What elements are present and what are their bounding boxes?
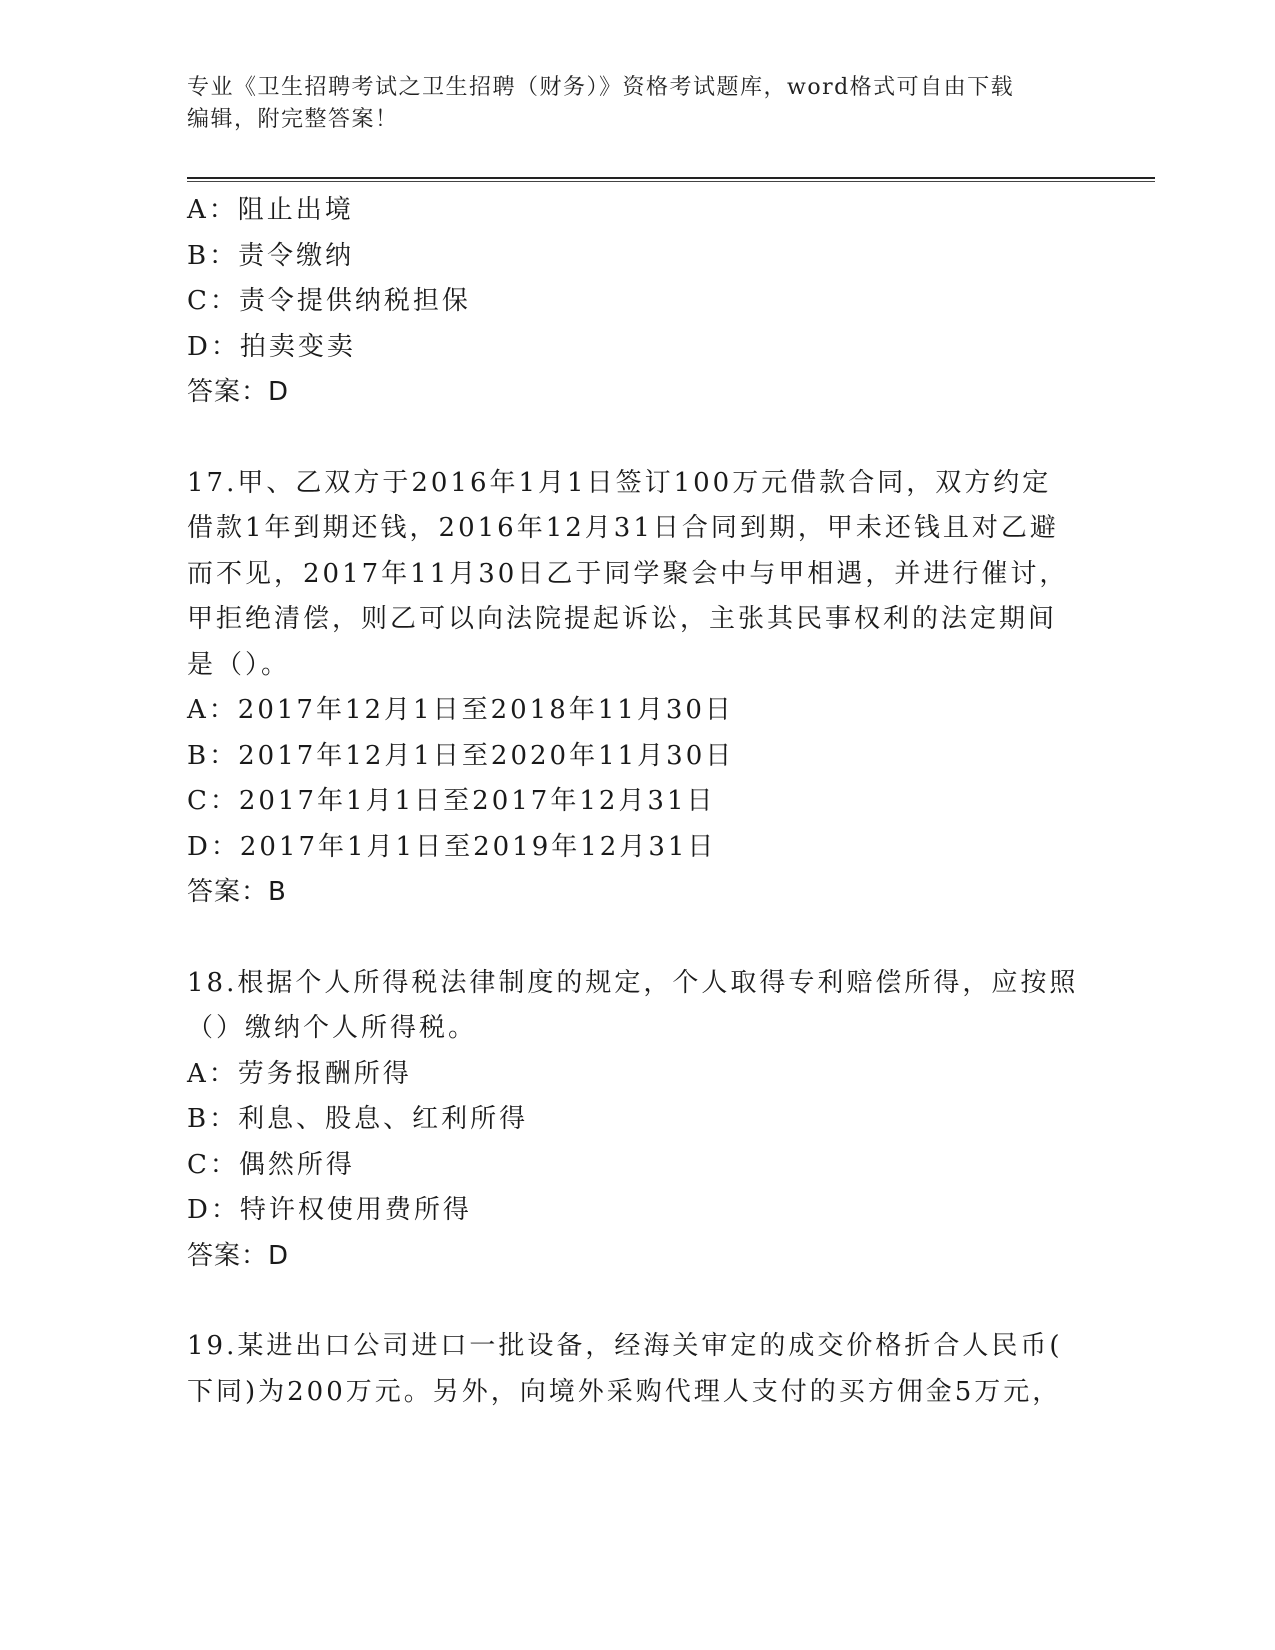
header-line-1: 专业《卫生招聘考试之卫生招聘（财务）》资格考试题库，word格式可自由下载 [187, 75, 1015, 100]
document-body [187, 188, 1087, 1415]
question-text-line: 是（）。 [187, 649, 291, 680]
option-b: B：责令缴纳 [187, 240, 355, 271]
question-text-line: 而不见，2017年11月30日乙于同学聚会中与甲相遇，并进行催讨， [187, 558, 1069, 589]
header-divider-thin [187, 181, 1155, 182]
option-a: A：2017年12月1日至2018年11月30日 [187, 695, 734, 725]
question-text-line: 18.根据个人所得税法律制度的规定，个人取得专利赔偿所得，应按照 [187, 967, 1079, 998]
document-header [187, 72, 1077, 136]
option-c: C：偶然所得 [187, 1149, 355, 1180]
question-16 [187, 188, 1087, 416]
option-b: B：利息、股息、红利所得 [187, 1104, 529, 1134]
question-text-line: 借款1年到期还钱，2016年12月31日合同到期，甲未还钱且对乙避 [187, 513, 1059, 543]
header-divider [187, 177, 1155, 179]
question-17 [187, 461, 1087, 916]
question-18 [187, 961, 1087, 1280]
header-line-2: 编辑，附完整答案！ [187, 107, 399, 132]
option-d: D：特许权使用费所得 [187, 1195, 472, 1225]
option-b: B：2017年12月1日至2020年11月30日 [187, 740, 735, 771]
option-c: C：2017年1月1日至2017年12月31日 [187, 786, 716, 816]
spacer [187, 916, 1087, 961]
question-19 [187, 1324, 1087, 1415]
answer: 答案：B [187, 877, 287, 907]
question-text-line: 17.甲、乙双方于2016年1月1日签订100万元借款合同，双方约定 [187, 467, 1052, 498]
option-a: A：劳务报酬所得 [187, 1058, 412, 1089]
spacer [187, 416, 1087, 461]
option-c: C：责令提供纳税担保 [187, 286, 471, 316]
answer: 答案：D [187, 1240, 290, 1271]
question-text-line: 下同)为200万元。另外，向境外采购代理人支付的买方佣金5万元， [187, 1376, 1062, 1407]
option-a: A：阻止出境 [187, 195, 354, 225]
option-d: D：2017年1月1日至2019年12月31日 [187, 831, 717, 862]
question-text-line: 19.某进出口公司进口一批设备，经海关审定的成交价格折合人民币( [187, 1331, 1063, 1361]
option-d: D：拍卖变卖 [187, 331, 356, 362]
spacer [187, 1279, 1087, 1324]
question-text-line: 甲拒绝清偿，则乙可以向法院提起诉讼，主张其民事权利的法定期间 [187, 604, 1058, 634]
answer: 答案：D [187, 377, 290, 407]
question-text-line: （）缴纳个人所得税。 [187, 1013, 478, 1043]
